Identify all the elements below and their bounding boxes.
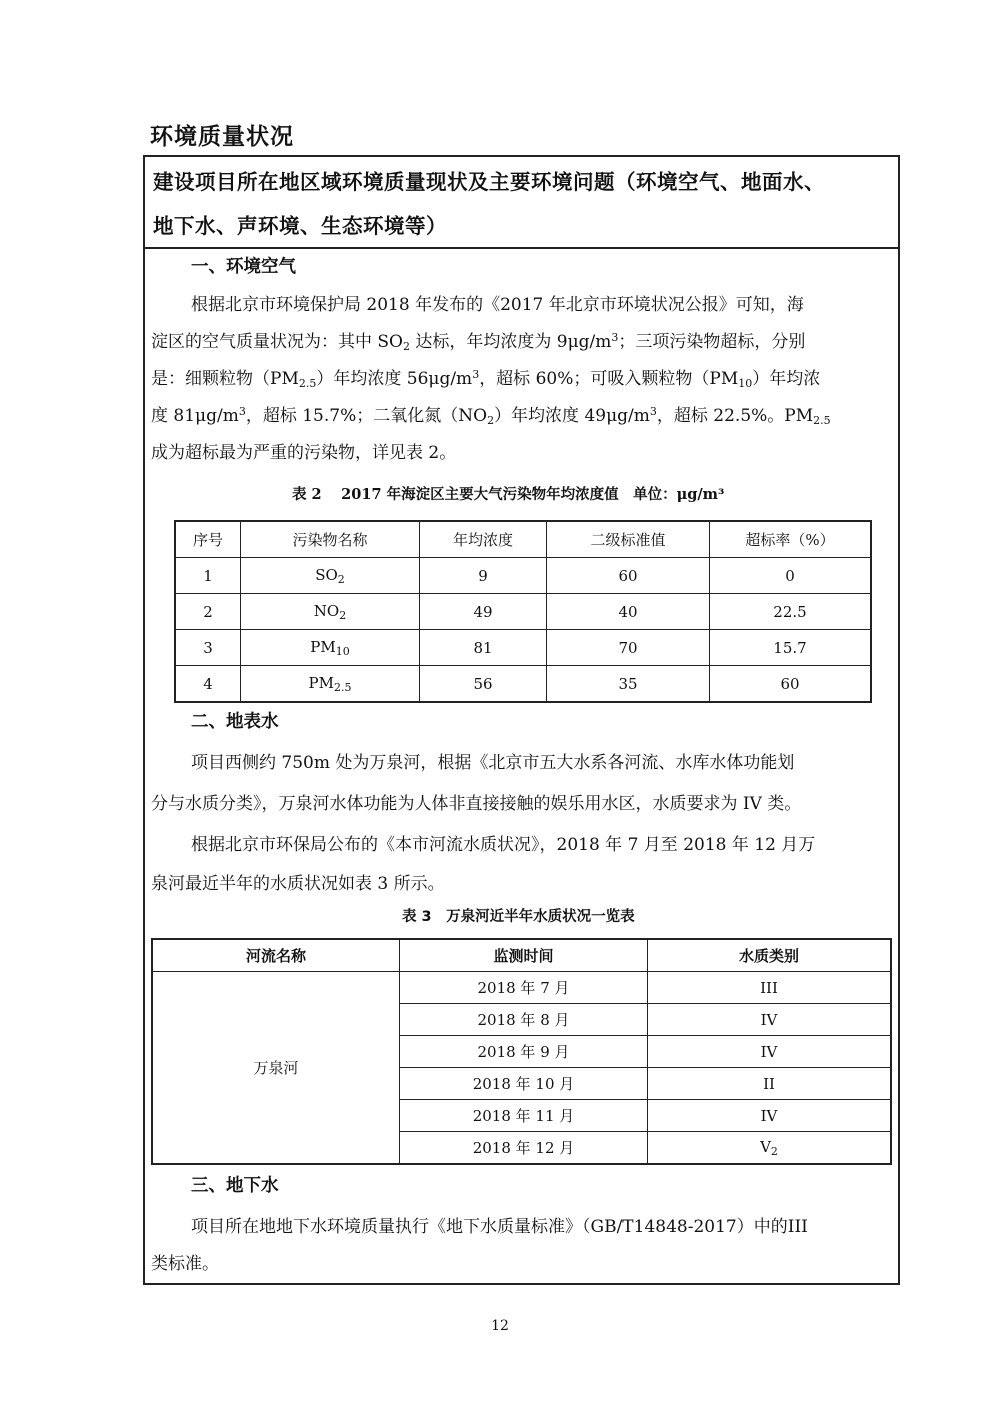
air-paragraph-line-2: 淀区的空气质量状况为：其中 $SO_2$ 达标，年均浓度为 $9\mu g/m^3$；三项污染物超标，分别 [151, 331, 806, 353]
frame-heading [145, 157, 898, 249]
surface-water-line-1: 项目西侧约 750m 处为万泉河，根据《北京市五大水系各河流、水库水体功能划 [191, 753, 795, 773]
cell-class: III [648, 972, 892, 1004]
column-header: 监测时间 [400, 939, 648, 972]
column-header: 二级标准值 [547, 521, 710, 558]
heading-surface-water: 二、地表水 [191, 712, 279, 732]
cell-avg: 81 [420, 630, 547, 666]
column-header: 超标率（%） [710, 521, 872, 558]
cell-avg: 56 [420, 666, 547, 703]
surface-water-line-2: 分与水质分类》，万泉河水体功能为人体非直接接触的娱乐用水区，水质要求为 IV 类。 [151, 794, 802, 814]
groundwater-line-1: 项目所在地地下水环境质量执行《地下水质量标准》（GB/T14848-2017）中的III [191, 1217, 808, 1237]
cell-class: $V_2$ [648, 1132, 892, 1165]
column-header: 污染物名称 [241, 521, 420, 558]
cell-rate: 0 [710, 558, 872, 594]
page-number: 12 [491, 1318, 509, 1334]
cell-std: 70 [547, 630, 710, 666]
cell-time: 2018 年 11 月 [400, 1100, 648, 1132]
air-paragraph-line-1: 根据北京市环境保护局 2018 年发布的《2017 年北京市环境状况公报》可知，海 [191, 295, 804, 315]
column-header: 河流名称 [152, 939, 400, 972]
cell-time: 2018 年 12 月 [400, 1132, 648, 1165]
cell-no: 1 [175, 558, 241, 594]
cell-name: $SO_2$ [241, 558, 420, 594]
cell-name: $PM_{10}$ [241, 630, 420, 666]
cell-class: II [648, 1068, 892, 1100]
surface-water-line-3: 根据北京市环保局公布的《本市河流水质状况》，2018 年 7 月至 2018 年 12 月万 [191, 835, 816, 855]
table-3-caption: 表 3 万泉河近半年水质状况一览表 [402, 909, 635, 925]
column-header: 水质类别 [648, 939, 892, 972]
table-row [175, 594, 871, 630]
air-paragraph-line-4: 度 $81\mu g/m^3$，超标 15.7%；二氧化氮$(NO_2)$年均浓度 $49\mu g/m^3$，超标 22.5%。$PM_{2.5}$ [151, 405, 831, 427]
air-paragraph-line-3: 是：细颗粒物$(PM_{2.5})$年均浓度 $56\mu g/m^3$，超标 60%；可吸入颗粒物$(PM_{10})$年均浓 [151, 368, 821, 390]
cell-std: 35 [547, 666, 710, 703]
table-2-caption: 表 2 2017 年海淀区主要大气污染物年均浓度值 单位：μg/m³ [292, 486, 725, 503]
page-title: 环境质量状况 [150, 124, 294, 150]
table-row [152, 972, 891, 1004]
column-header: 年均浓度 [420, 521, 547, 558]
table-row [175, 630, 871, 666]
surface-water-line-4: 泉河最近半年的水质状况如表 3 所示。 [151, 874, 445, 894]
cell-no: 2 [175, 594, 241, 630]
table-header-row [152, 939, 891, 972]
cell-rate: 15.7 [710, 630, 872, 666]
cell-no: 4 [175, 666, 241, 703]
water-quality-table [151, 938, 892, 1165]
column-header: 序号 [175, 521, 241, 558]
table-row [175, 666, 871, 703]
table-row [175, 558, 871, 594]
pollutant-table [174, 520, 872, 703]
cell-name: $PM_{2.5}$ [241, 666, 420, 703]
cell-rate: 22.5 [710, 594, 872, 630]
cell-std: 60 [547, 558, 710, 594]
frame-heading-line-1: 建设项目所在地区域环境质量现状及主要环境问题（环境空气、地面水、 [153, 170, 825, 194]
cell-class: IV [648, 1036, 892, 1068]
table-header-row [175, 521, 871, 558]
groundwater-line-2: 类标准。 [151, 1254, 219, 1274]
frame-heading-line-2: 地下水、声环境、生态环境等） [153, 214, 447, 238]
cell-avg: 49 [420, 594, 547, 630]
cell-time: 2018 年 8 月 [400, 1004, 648, 1036]
cell-time: 2018 年 9 月 [400, 1036, 648, 1068]
air-paragraph-line-5: 成为超标最为严重的污染物，详见表 2。 [151, 443, 457, 463]
cell-name: $NO_2$ [241, 594, 420, 630]
cell-time: 2018 年 10 月 [400, 1068, 648, 1100]
cell-time: 2018 年 7 月 [400, 972, 648, 1004]
cell-avg: 9 [420, 558, 547, 594]
heading-air: 一、环境空气 [191, 257, 296, 277]
cell-std: 40 [547, 594, 710, 630]
cell-no: 3 [175, 630, 241, 666]
cell-river-name: 万泉河 [152, 972, 400, 1165]
cell-class: IV [648, 1004, 892, 1036]
cell-class: IV [648, 1100, 892, 1132]
cell-rate: 60 [710, 666, 872, 703]
heading-groundwater: 三、地下水 [191, 1176, 279, 1196]
